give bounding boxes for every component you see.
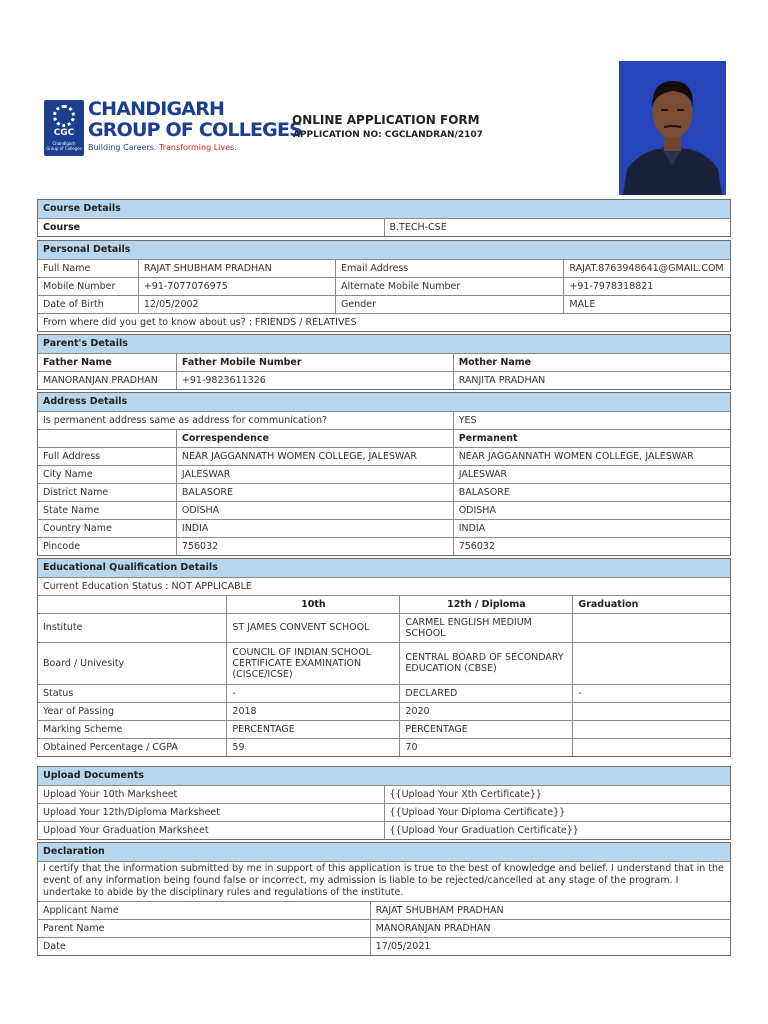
logo-line1: CHANDIGARH: [88, 98, 225, 120]
application-number: APPLICATION NO: CGCLANDRAN/2107: [293, 130, 483, 140]
email-label: Email Address: [336, 259, 564, 277]
education-10th-value: COUNCIL OF INDIAN SCHOOL CERTIFICATE EXAMINATION (CISCE/ICSE): [227, 642, 400, 684]
address-row-label: District Name: [38, 483, 176, 501]
logo-mini-text: Chandigarh Group of Colleges: [46, 141, 82, 151]
address-row-label: Country Name: [38, 519, 176, 537]
upload-placeholder: {{Upload Your Graduation Certificate}}: [384, 821, 730, 839]
address-corr-value: BALASORE: [176, 483, 453, 501]
personal-details-heading: Personal Details: [38, 241, 730, 259]
education-grad-value: [573, 720, 730, 738]
address-corr-value: JALESWAR: [176, 465, 453, 483]
applicant-photo: [619, 61, 726, 195]
address-corr-value: 756032: [176, 537, 453, 555]
source-line: From where did you get to know about us? : FRIENDS / RELATIVES: [38, 313, 730, 331]
parent-name-label: Parent Name: [38, 919, 370, 937]
course-details-section: [37, 199, 731, 237]
education-10th-value: 59: [227, 738, 400, 756]
father-mobile-label: Father Mobile Number: [176, 353, 453, 371]
alt-mobile-label: Alternate Mobile Number: [336, 277, 564, 295]
applicant-name-value: RAJAT SHUBHAM PRADHAN: [370, 901, 730, 919]
education-10th-value: -: [227, 684, 400, 702]
logo-tagline: [88, 143, 237, 152]
address-perm-value: NEAR JAGGANNATH WOMEN COLLEGE, JALESWAR: [453, 447, 730, 465]
full-name-label: Full Name: [38, 259, 138, 277]
address-row-label: Pincode: [38, 537, 176, 555]
address-details-section: [37, 392, 731, 556]
address-perm-value: INDIA: [453, 519, 730, 537]
education-grad-value: [573, 613, 730, 642]
parents-details-heading: Parent's Details: [38, 335, 730, 353]
logo-tagline-a: Building Careers.: [88, 143, 157, 152]
mother-name-label: Mother Name: [453, 353, 730, 371]
education-grad-value: [573, 702, 730, 720]
logo-badge-text: CGC: [53, 128, 75, 138]
course-value: B.TECH-CSE: [384, 218, 730, 236]
declaration-section: [37, 842, 731, 956]
mother-name-value: RANJITA PRADHAN: [453, 371, 730, 389]
date-value: 17/05/2021: [370, 937, 730, 955]
gender-value: MALE: [564, 295, 730, 313]
education-12th-value: CENTRAL BOARD OF SECONDARY EDUCATION (CBSE): [400, 642, 573, 684]
parent-name-value: MANORANJAN PRADHAN: [370, 919, 730, 937]
form-title: ONLINE APPLICATION FORM: [292, 113, 480, 127]
education-10th-value: 2018: [227, 702, 400, 720]
dob-value: 12/05/2002: [138, 295, 335, 313]
education-12th-value: 2020: [400, 702, 573, 720]
address-perm-value: BALASORE: [453, 483, 730, 501]
page-header: [0, 0, 768, 200]
mobile-label: Mobile Number: [38, 277, 138, 295]
course-label: Course: [38, 218, 384, 236]
mobile-value: +91-7077076975: [138, 277, 335, 295]
address-perm-value: JALESWAR: [453, 465, 730, 483]
upload-documents-section: [37, 766, 731, 840]
college-logo: [44, 98, 303, 158]
same-address-question: Is permanent address same as address for communication?: [38, 411, 453, 429]
gender-label: Gender: [336, 295, 564, 313]
upload-label: Upload Your 10th Marksheet: [38, 785, 384, 803]
education-grad-value: -: [573, 684, 730, 702]
upload-placeholder: {{Upload Your Diploma Certificate}}: [384, 803, 730, 821]
email-value: RAJAT.8763948641@GMAIL.COM: [564, 259, 730, 277]
upload-placeholder: {{Upload Your Xth Certificate}}: [384, 785, 730, 803]
education-12th-value: 70: [400, 738, 573, 756]
declaration-text: I certify that the information submitted by me in support of this application is true to the best of knowledge and belief. I understand that in the event of any information being found false or incorrect, my admission is liable to be rejected/cancelled at any stage of the program. I undertake to abide by the disciplinary rules and regulations of the institute.: [38, 861, 730, 901]
education-heading: Educational Qualification Details: [38, 559, 730, 577]
address-row-label: Full Address: [38, 447, 176, 465]
upload-label: Upload Your 12th/Diploma Marksheet: [38, 803, 384, 821]
logo-badge: [44, 100, 84, 156]
date-label: Date: [38, 937, 370, 955]
education-grad-value: [573, 642, 730, 684]
applicant-photo-image: [619, 61, 726, 195]
col-10th-header: 10th: [227, 595, 400, 613]
education-10th-value: ST JAMES CONVENT SCHOOL: [227, 613, 400, 642]
logo-line2: GROUP OF COLLEGES: [88, 119, 303, 141]
upload-label: Upload Your Graduation Marksheet: [38, 821, 384, 839]
correspondence-header: Correspendence: [176, 429, 453, 447]
education-12th-value: PERCENTAGE: [400, 720, 573, 738]
education-section: [37, 558, 731, 757]
address-row-label: State Name: [38, 501, 176, 519]
education-grad-value: [573, 738, 730, 756]
permanent-header: Permanent: [453, 429, 730, 447]
education-row-label: Year of Passing: [38, 702, 227, 720]
education-blank-header: [38, 595, 227, 613]
logo-tagline-b: Transforming Lives.: [159, 143, 237, 152]
alt-mobile-value: +91-7978318821: [564, 277, 730, 295]
education-status-line: Current Education Status : NOT APPLICABLE: [38, 577, 730, 595]
col-graduation-header: Graduation: [573, 595, 730, 613]
address-corr-value: NEAR JAGGANNATH WOMEN COLLEGE, JALESWAR: [176, 447, 453, 465]
education-row-label: Marking Scheme: [38, 720, 227, 738]
father-name-value: MANORANJAN PRADHAN: [38, 371, 176, 389]
upload-documents-heading: Upload Documents: [38, 767, 730, 785]
address-perm-value: 756032: [453, 537, 730, 555]
address-perm-value: ODISHA: [453, 501, 730, 519]
address-corr-value: ODISHA: [176, 501, 453, 519]
education-12th-value: CARMEL ENGLISH MEDIUM SCHOOL: [400, 613, 573, 642]
dob-label: Date of Birth: [38, 295, 138, 313]
education-row-label: Obtained Percentage / CGPA: [38, 738, 227, 756]
parents-details-section: [37, 334, 731, 390]
applicant-name-label: Applicant Name: [38, 901, 370, 919]
education-row-label: Institute: [38, 613, 227, 642]
father-name-label: Father Name: [38, 353, 176, 371]
full-name-value: RAJAT SHUBHAM PRADHAN: [138, 259, 335, 277]
personal-details-section: [37, 240, 731, 332]
address-corr-value: INDIA: [176, 519, 453, 537]
education-12th-value: DECLARED: [400, 684, 573, 702]
col-12th-header: 12th / Diploma: [400, 595, 573, 613]
same-address-answer: YES: [453, 411, 730, 429]
logo-ring-icon: [53, 105, 75, 127]
course-details-heading: Course Details: [38, 200, 730, 218]
father-mobile-value: +91-9823611326: [176, 371, 453, 389]
education-row-label: Board / Univesity: [38, 642, 227, 684]
education-10th-value: PERCENTAGE: [227, 720, 400, 738]
address-row-label: City Name: [38, 465, 176, 483]
address-details-heading: Address Details: [38, 393, 730, 411]
address-blank-header: [38, 429, 176, 447]
declaration-heading: Declaration: [38, 843, 730, 861]
education-row-label: Status: [38, 684, 227, 702]
